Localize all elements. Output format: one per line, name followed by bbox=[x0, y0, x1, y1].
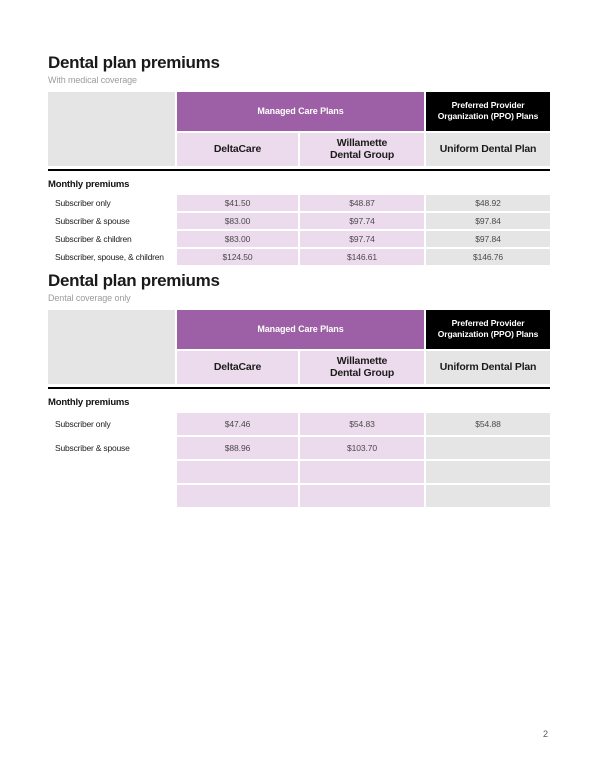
page-title: Dental plan premiums bbox=[48, 53, 220, 72]
column-header-willamette bbox=[300, 351, 424, 384]
premium-cell: $54.83 bbox=[300, 413, 424, 435]
premium-cell: $146.61 bbox=[300, 249, 424, 265]
row-label bbox=[48, 485, 175, 507]
premium-cell bbox=[300, 461, 424, 483]
premium-cell: $124.50 bbox=[177, 249, 298, 265]
page-number: 2 bbox=[543, 729, 549, 739]
managed-care-group-header: Managed Care Plans bbox=[177, 310, 424, 349]
table-corner-cell bbox=[48, 310, 175, 384]
premium-cell: $97.84 bbox=[426, 213, 550, 229]
premium-cell: $103.70 bbox=[300, 437, 424, 459]
premium-cell: $97.74 bbox=[300, 213, 424, 229]
row-label: Subscriber & spouse bbox=[48, 213, 175, 229]
column-header-willamette-label: Willamette Dental Group bbox=[329, 355, 395, 380]
ppo-group-header: Preferred Provider Organization (PPO) Plans bbox=[426, 310, 550, 349]
premium-cell: $41.50 bbox=[177, 195, 298, 211]
managed-care-group-header: Managed Care Plans bbox=[177, 92, 424, 131]
row-label: Subscriber only bbox=[48, 195, 175, 211]
row-group-label: Monthly premiums bbox=[48, 396, 130, 408]
premium-cell bbox=[426, 485, 550, 507]
premium-cell: $47.46 bbox=[177, 413, 298, 435]
premium-rows bbox=[48, 195, 550, 265]
premium-cell: $83.00 bbox=[177, 213, 298, 229]
premium-cell: $146.76 bbox=[426, 249, 550, 265]
page-title: Dental plan premiums bbox=[48, 271, 220, 290]
premiums-table bbox=[48, 310, 550, 507]
row-label bbox=[48, 461, 175, 483]
section-subtitle: With medical coverage bbox=[48, 74, 137, 85]
premium-cell bbox=[426, 437, 550, 459]
premium-cell bbox=[426, 461, 550, 483]
table-header bbox=[48, 92, 550, 166]
premium-cell bbox=[300, 485, 424, 507]
column-header-willamette bbox=[300, 133, 424, 166]
premiums-table bbox=[48, 92, 550, 265]
table-corner-cell bbox=[48, 92, 175, 166]
table-header bbox=[48, 310, 550, 384]
premium-cell bbox=[177, 461, 298, 483]
column-header-deltacare: DeltaCare bbox=[177, 351, 298, 384]
premium-cell: $48.92 bbox=[426, 195, 550, 211]
row-group-label: Monthly premiums bbox=[48, 178, 130, 190]
premium-cell: $97.84 bbox=[426, 231, 550, 247]
column-header-deltacare: DeltaCare bbox=[177, 133, 298, 166]
premium-cell: $54.88 bbox=[426, 413, 550, 435]
column-header-uniform: Uniform Dental Plan bbox=[426, 351, 550, 384]
premium-cell: $48.87 bbox=[300, 195, 424, 211]
section-subtitle: Dental coverage only bbox=[48, 292, 131, 303]
column-header-uniform: Uniform Dental Plan bbox=[426, 133, 550, 166]
premium-cell: $88.96 bbox=[177, 437, 298, 459]
section-dental-only bbox=[48, 272, 550, 507]
row-group-divider bbox=[48, 387, 550, 412]
ppo-group-header: Preferred Provider Organization (PPO) Plans bbox=[426, 92, 550, 131]
premium-cell bbox=[177, 485, 298, 507]
row-label: Subscriber, spouse, & children bbox=[48, 249, 175, 265]
premium-rows bbox=[48, 413, 550, 507]
row-label: Subscriber & spouse bbox=[48, 437, 175, 459]
premium-cell: $83.00 bbox=[177, 231, 298, 247]
column-header-willamette-label: Willamette Dental Group bbox=[329, 137, 395, 162]
premium-cell: $97.74 bbox=[300, 231, 424, 247]
section-with-medical bbox=[48, 54, 550, 265]
row-group-divider bbox=[48, 169, 550, 194]
row-label: Subscriber only bbox=[48, 413, 175, 435]
row-label: Subscriber & children bbox=[48, 231, 175, 247]
